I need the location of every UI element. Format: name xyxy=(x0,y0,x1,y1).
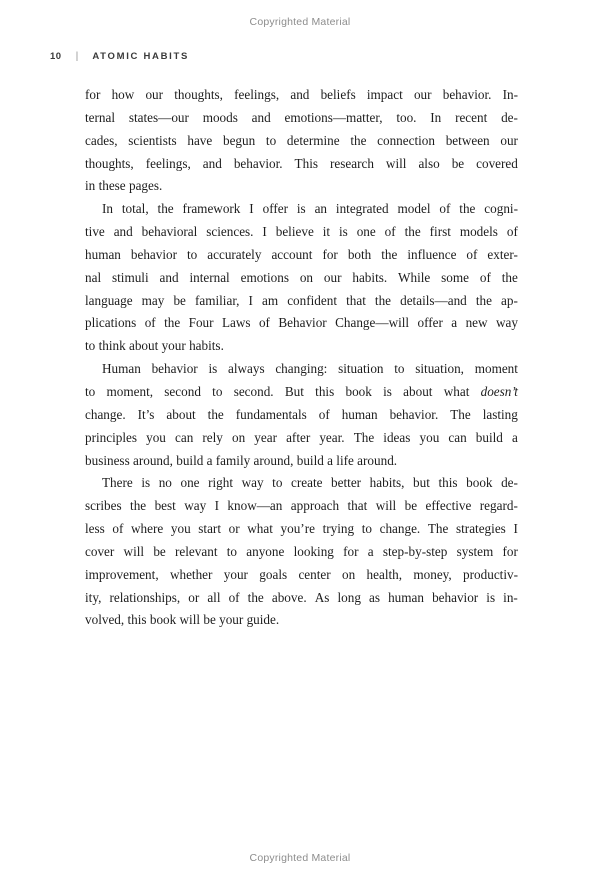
word: for xyxy=(85,87,101,102)
word: covered xyxy=(476,155,518,171)
word: states—our xyxy=(128,109,189,125)
body-text xyxy=(85,84,518,632)
word: of xyxy=(506,224,518,240)
word: your xyxy=(161,338,186,354)
word: health, xyxy=(366,566,403,582)
word: to xyxy=(394,361,405,377)
word: accurately xyxy=(207,246,262,262)
word: the xyxy=(350,132,367,148)
word: integrated xyxy=(335,201,389,217)
word: The xyxy=(353,429,375,445)
word: impact xyxy=(366,87,403,102)
word: way xyxy=(241,475,264,491)
word: about xyxy=(403,383,433,399)
word: The xyxy=(450,406,471,422)
word: But xyxy=(284,383,304,399)
word: behavior xyxy=(151,361,198,377)
word: internal xyxy=(189,269,230,285)
text-line xyxy=(85,358,518,381)
word: nal xyxy=(85,269,102,285)
paragraph xyxy=(85,472,518,632)
word: system xyxy=(456,543,494,559)
word: In xyxy=(430,109,442,125)
word: emotions xyxy=(240,269,289,285)
text-line xyxy=(85,267,518,290)
word: habits, xyxy=(369,475,405,491)
word: an xyxy=(314,201,328,217)
word: the xyxy=(475,292,492,308)
word: you xyxy=(170,521,191,537)
word: de- xyxy=(501,109,518,125)
text-line xyxy=(85,221,518,244)
word: framework xyxy=(182,201,241,217)
word: to xyxy=(226,543,237,559)
paragraph xyxy=(85,358,518,472)
word: human xyxy=(341,406,378,422)
word: but xyxy=(413,475,430,491)
text-line xyxy=(85,175,518,198)
word: I xyxy=(513,521,518,537)
word: these xyxy=(98,178,126,194)
word: I xyxy=(262,224,267,240)
word: step-by-step xyxy=(382,543,448,559)
word: confident xyxy=(287,292,338,308)
word: ap- xyxy=(501,292,518,308)
text-line xyxy=(85,404,518,427)
word: offer xyxy=(262,201,288,217)
word: determine xyxy=(286,132,340,148)
word: be xyxy=(404,498,418,514)
text-line xyxy=(85,153,518,176)
word: the xyxy=(247,589,264,605)
word: emotions—matter, xyxy=(284,109,383,125)
word: Behavior xyxy=(278,315,327,331)
word: moment, xyxy=(106,383,154,399)
word: behavior xyxy=(130,246,178,262)
word: feelings, xyxy=(234,87,280,102)
copyright-notice-bottom: Copyrighted Material xyxy=(249,852,351,864)
word: for xyxy=(502,543,518,559)
word: of xyxy=(144,315,156,331)
word: Laws xyxy=(221,315,251,331)
word: of xyxy=(112,521,124,537)
word: influence xyxy=(407,246,457,262)
word: behavioral xyxy=(141,224,198,240)
word: model xyxy=(397,201,431,217)
word: There xyxy=(102,475,133,491)
word: after xyxy=(286,429,311,445)
text-line xyxy=(85,495,518,518)
word: anyone xyxy=(246,543,285,559)
text-line xyxy=(85,541,518,564)
word: and xyxy=(113,224,133,240)
word: the xyxy=(374,292,392,308)
word: book xyxy=(149,612,177,628)
word: whether xyxy=(169,566,213,582)
word: moods xyxy=(202,109,238,125)
text-line xyxy=(85,290,518,313)
word: a xyxy=(206,452,213,468)
word: Human xyxy=(102,361,141,377)
word: ternal xyxy=(85,109,116,125)
word: to xyxy=(361,521,372,537)
word: can xyxy=(174,429,194,445)
word: new xyxy=(465,315,488,331)
word: your xyxy=(223,566,248,582)
word: productiv- xyxy=(463,566,518,582)
text-line xyxy=(85,381,518,404)
word: a xyxy=(327,452,333,468)
word: situation, xyxy=(415,361,464,377)
word: build xyxy=(475,429,503,445)
word: ideas xyxy=(383,429,411,445)
word: principles xyxy=(85,429,138,445)
word: a xyxy=(451,315,458,331)
word: tive xyxy=(85,224,105,240)
word: of xyxy=(439,201,451,217)
word: Four xyxy=(188,315,214,331)
word: beliefs xyxy=(320,87,356,102)
word: The xyxy=(427,521,449,537)
word: In xyxy=(102,201,113,217)
word: this xyxy=(315,383,335,399)
word: goals xyxy=(259,566,288,582)
word: be xyxy=(153,543,166,559)
word: that xyxy=(346,292,366,308)
word: to xyxy=(265,132,277,148)
word: relevant xyxy=(175,543,218,559)
word: build xyxy=(176,452,204,468)
word: or xyxy=(188,589,200,605)
word: life xyxy=(336,452,354,468)
text-line xyxy=(85,587,518,610)
text-line xyxy=(85,312,518,335)
word: for xyxy=(343,543,359,559)
text-line xyxy=(85,335,518,358)
text-line xyxy=(85,198,518,221)
word: how xyxy=(111,87,135,102)
word: While xyxy=(398,269,431,285)
word: habits. xyxy=(352,269,388,285)
word: is xyxy=(338,224,348,240)
word: to xyxy=(272,475,283,491)
word: first xyxy=(429,224,451,240)
word: be xyxy=(173,292,186,308)
word: too. xyxy=(396,109,417,125)
word: our xyxy=(413,87,432,102)
word: a xyxy=(367,543,374,559)
word: total, xyxy=(121,201,149,217)
word: de- xyxy=(501,475,518,491)
word: and xyxy=(159,269,179,285)
word: about xyxy=(166,406,196,422)
word: improvement, xyxy=(85,566,159,582)
word: This xyxy=(294,155,318,171)
word: It’s xyxy=(137,406,155,422)
word: volved, xyxy=(85,612,125,628)
word: the xyxy=(130,498,147,514)
page-header xyxy=(50,50,189,62)
word: regard- xyxy=(479,498,518,514)
word: less xyxy=(85,521,105,537)
word: is xyxy=(383,383,392,399)
word: pages. xyxy=(128,178,163,194)
word: always xyxy=(227,361,265,377)
word: is xyxy=(208,361,218,377)
word: where xyxy=(131,521,164,537)
word: our xyxy=(500,132,518,148)
word: In- xyxy=(502,87,518,102)
word: may xyxy=(141,292,165,308)
word: change. xyxy=(85,406,126,422)
word: research xyxy=(330,155,374,171)
word: you’re xyxy=(280,521,315,537)
word: think xyxy=(98,338,126,354)
word: have xyxy=(187,132,213,148)
paragraph xyxy=(85,198,518,358)
text-line xyxy=(85,427,518,450)
word: to xyxy=(85,338,96,354)
word: year. xyxy=(319,429,345,445)
word: way xyxy=(184,498,207,514)
word: long xyxy=(337,589,361,605)
word: on xyxy=(232,429,246,445)
word: both xyxy=(347,246,372,262)
word: some xyxy=(441,269,469,285)
word: this xyxy=(127,612,147,628)
word: will xyxy=(179,612,201,628)
word: second. xyxy=(233,383,274,399)
word: know—an xyxy=(227,498,283,514)
word: situation xyxy=(338,361,384,377)
word: sciences. xyxy=(206,224,254,240)
word: I xyxy=(249,201,254,217)
word: the xyxy=(459,201,476,217)
word: connection xyxy=(377,132,435,148)
word: will xyxy=(385,155,407,171)
word: it xyxy=(322,224,331,240)
text-line xyxy=(85,84,518,107)
word: lasting xyxy=(482,406,518,422)
page-number: 10 xyxy=(50,50,62,62)
word: believe xyxy=(275,224,314,240)
word: right xyxy=(208,475,234,491)
word: changing: xyxy=(275,361,328,377)
word: behavior. xyxy=(442,87,492,102)
text-line xyxy=(85,518,518,541)
word: that xyxy=(347,498,368,514)
word: of xyxy=(258,315,270,331)
word: on xyxy=(342,566,356,582)
word: strategies xyxy=(456,521,506,537)
word: models xyxy=(459,224,498,240)
word: language xyxy=(85,292,133,308)
word: our xyxy=(323,269,342,285)
word: I xyxy=(214,498,220,514)
word: also xyxy=(418,155,440,171)
word: and xyxy=(251,109,271,125)
word: the xyxy=(157,201,174,217)
word: can xyxy=(448,429,467,445)
word: money, xyxy=(413,566,452,582)
word: details—and xyxy=(400,292,467,308)
word: of xyxy=(228,589,240,605)
word: all xyxy=(207,589,221,605)
word: thoughts, xyxy=(174,87,223,102)
word: cogni- xyxy=(484,201,518,217)
word: this xyxy=(438,475,458,491)
word: of xyxy=(479,269,491,285)
word: habits. xyxy=(189,338,224,354)
paragraph xyxy=(85,84,518,198)
word: book xyxy=(466,475,493,491)
word: is xyxy=(296,201,306,217)
word: better xyxy=(331,475,362,491)
word: am xyxy=(262,292,279,308)
word: change. xyxy=(379,521,421,537)
word: no xyxy=(158,475,172,491)
word: thoughts, xyxy=(85,155,134,171)
word: the xyxy=(381,246,398,262)
word: to xyxy=(187,246,198,262)
word: above. xyxy=(271,589,307,605)
word: second xyxy=(164,383,201,399)
word: approach xyxy=(290,498,340,514)
word: what xyxy=(247,521,273,537)
word: as xyxy=(369,589,380,605)
word: and xyxy=(290,87,310,102)
text-line xyxy=(85,472,518,495)
word: the xyxy=(404,224,421,240)
word: cover xyxy=(85,543,115,559)
word: moment xyxy=(474,361,518,377)
word: your xyxy=(219,612,244,628)
word: scientists xyxy=(128,132,177,148)
book-title: ATOMIC HABITS xyxy=(92,50,190,62)
word: in- xyxy=(503,589,518,605)
word: of xyxy=(384,224,396,240)
word: year xyxy=(254,429,277,445)
word: for xyxy=(322,246,338,262)
text-line xyxy=(85,450,518,473)
word: effective xyxy=(425,498,472,514)
word: best xyxy=(154,498,176,514)
word: plications xyxy=(85,315,137,331)
word: start xyxy=(198,521,221,537)
word: of xyxy=(466,246,478,262)
word: fundamentals xyxy=(235,406,307,422)
word: or xyxy=(228,521,240,537)
text-line xyxy=(85,244,518,267)
word: create xyxy=(291,475,323,491)
word: stimuli xyxy=(112,269,149,285)
word: build xyxy=(296,452,324,468)
word: cades, xyxy=(85,132,118,148)
word: will xyxy=(375,498,397,514)
word: you xyxy=(419,429,440,445)
text-line xyxy=(85,107,518,130)
word: I xyxy=(248,292,253,308)
header-separator: | xyxy=(75,49,79,62)
word: account xyxy=(271,246,313,262)
word: will xyxy=(123,543,145,559)
word: behavior. xyxy=(389,406,439,422)
word: around. xyxy=(357,452,398,468)
word: feelings, xyxy=(145,155,191,171)
text-line xyxy=(85,564,518,587)
copyright-notice-top: Copyrighted Material xyxy=(249,16,351,28)
word: doesn’t xyxy=(480,383,518,399)
word: scribes xyxy=(85,498,122,514)
word: the xyxy=(501,269,518,285)
word: business xyxy=(85,452,130,468)
word: what xyxy=(443,383,470,399)
word: our xyxy=(145,87,164,102)
word: family xyxy=(215,452,251,468)
word: to xyxy=(85,383,96,399)
word: about xyxy=(128,338,159,354)
text-line xyxy=(85,609,518,632)
word: familiar, xyxy=(194,292,240,308)
word: human xyxy=(85,246,121,262)
word: center xyxy=(298,566,331,582)
word: one xyxy=(356,224,376,240)
word: the xyxy=(207,406,224,422)
word: be xyxy=(451,155,465,171)
text-line xyxy=(85,130,518,153)
word: is xyxy=(141,475,151,491)
word: you xyxy=(146,429,166,445)
word: behavior. xyxy=(233,155,283,171)
word: offer xyxy=(417,315,443,331)
word: be xyxy=(203,612,216,628)
word: around, xyxy=(253,452,294,468)
word: behavior xyxy=(432,589,479,605)
word: begun xyxy=(222,132,256,148)
word: the xyxy=(164,315,181,331)
word: ity, xyxy=(85,589,102,605)
word: guide. xyxy=(246,612,280,628)
word: around, xyxy=(133,452,173,468)
word: is xyxy=(486,589,496,605)
word: looking xyxy=(293,543,334,559)
word: way xyxy=(495,315,518,331)
word: rely xyxy=(202,429,223,445)
word: Change—will xyxy=(335,315,410,331)
word: book xyxy=(345,383,372,399)
word: trying xyxy=(322,521,355,537)
word: relationships, xyxy=(109,589,181,605)
word: exter- xyxy=(487,246,518,262)
word: of xyxy=(318,406,330,422)
word: human xyxy=(388,589,424,605)
word: a xyxy=(511,429,518,445)
word: on xyxy=(299,269,314,285)
word: one xyxy=(180,475,200,491)
word: As xyxy=(314,589,330,605)
word: in xyxy=(85,178,96,194)
word: recent xyxy=(455,109,488,125)
word: and xyxy=(202,155,222,171)
word: between xyxy=(445,132,490,148)
word: to xyxy=(212,383,223,399)
